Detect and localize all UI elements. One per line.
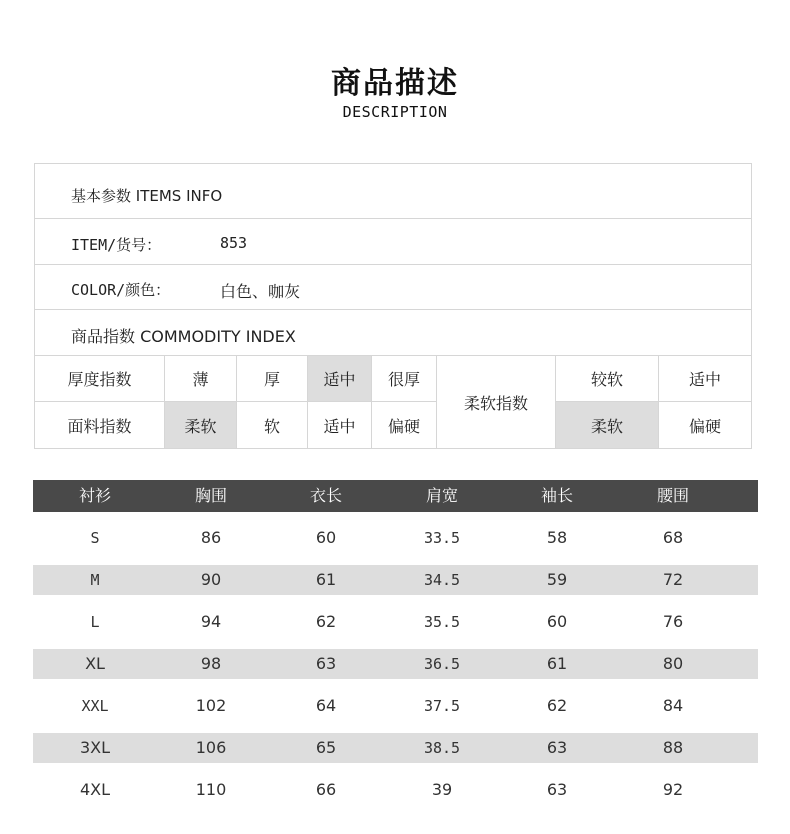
waist-cell: 84 xyxy=(662,696,684,715)
waist-cell: 92 xyxy=(662,780,684,799)
length-cell: 60 xyxy=(315,528,337,547)
header-sleeve: 袖长 xyxy=(540,486,574,505)
size-cell: M xyxy=(90,571,100,589)
header-length: 衣长 xyxy=(309,486,343,505)
sleeve-cell: 62 xyxy=(546,696,568,715)
thickness-option-very-thick: 很厚 xyxy=(372,356,437,402)
page-subtitle: DESCRIPTION xyxy=(342,103,448,121)
length-cell: 61 xyxy=(315,570,337,589)
size-cell: S xyxy=(90,529,100,547)
softness-label: 柔软指数 xyxy=(437,356,556,448)
thickness-option-medium: 适中 xyxy=(308,356,372,402)
shoulder-cell: 33.5 xyxy=(423,529,461,547)
chest-cell: 102 xyxy=(195,696,227,715)
shoulder-cell: 35.5 xyxy=(423,613,461,631)
sleeve-cell: 63 xyxy=(546,780,568,799)
size-cell: XXL xyxy=(81,697,109,715)
fabric-option-stiff: 偏硬 xyxy=(372,402,437,448)
header-shirt: 衬衫 xyxy=(78,486,112,505)
table-row xyxy=(33,775,758,805)
length-cell: 64 xyxy=(315,696,337,715)
sleeve-cell: 59 xyxy=(546,570,568,589)
fabric-label: 面料指数 xyxy=(35,402,165,448)
info-table xyxy=(34,163,752,449)
color-row xyxy=(35,265,751,310)
waist-cell: 68 xyxy=(662,528,684,547)
softness-option-soft: 柔软 xyxy=(556,402,659,448)
info-section-row xyxy=(35,164,751,219)
softness-option-medium: 适中 xyxy=(659,356,751,402)
table-row xyxy=(33,565,758,595)
sleeve-cell: 63 xyxy=(546,738,568,757)
chest-cell: 106 xyxy=(195,738,227,757)
size-cell: 3XL xyxy=(79,738,111,757)
chest-cell: 86 xyxy=(200,528,222,547)
chest-cell: 90 xyxy=(200,570,222,589)
info-section-title: 基本参数 ITEMS INFO xyxy=(71,187,223,205)
thickness-label: 厚度指数 xyxy=(35,356,165,402)
length-cell: 66 xyxy=(315,780,337,799)
thickness-option-thick: 厚 xyxy=(237,356,308,402)
color-label: COLOR/颜色： xyxy=(71,281,171,299)
table-row xyxy=(33,733,758,763)
shoulder-cell: 39 xyxy=(431,780,453,799)
header-chest: 胸围 xyxy=(194,486,228,505)
waist-cell: 72 xyxy=(662,570,684,589)
header-shoulder: 肩宽 xyxy=(425,486,459,505)
sleeve-cell: 60 xyxy=(546,612,568,631)
waist-cell: 88 xyxy=(662,738,684,757)
shoulder-cell: 38.5 xyxy=(423,739,461,757)
thickness-option-thin: 薄 xyxy=(165,356,237,402)
size-cell: XL xyxy=(85,654,105,673)
item-value: 853 xyxy=(220,234,248,252)
sleeve-cell: 61 xyxy=(546,654,568,673)
fabric-option-soft: 柔软 xyxy=(165,402,237,448)
table-row xyxy=(33,691,758,721)
waist-cell: 76 xyxy=(662,612,684,631)
header-waist: 腰围 xyxy=(656,486,690,505)
shoulder-cell: 34.5 xyxy=(423,571,461,589)
index-title: 商品指数 COMMODITY INDEX xyxy=(71,327,296,346)
fabric-option-medium: 适中 xyxy=(308,402,372,448)
table-row xyxy=(33,649,758,679)
color-value: 白色、咖灰 xyxy=(220,282,301,301)
length-cell: 65 xyxy=(315,738,337,757)
item-row xyxy=(35,219,751,265)
page-title: 商品描述 xyxy=(331,66,459,101)
fabric-option-mild: 软 xyxy=(237,402,308,448)
softness-option-softer: 较软 xyxy=(556,356,659,402)
size-table-header xyxy=(33,480,758,512)
shoulder-cell: 36.5 xyxy=(423,655,461,673)
index-title-row xyxy=(35,310,751,356)
softness-option-stiff: 偏硬 xyxy=(688,416,721,436)
size-cell: 4XL xyxy=(79,780,111,799)
chest-cell: 98 xyxy=(200,654,222,673)
table-row xyxy=(33,607,758,637)
length-cell: 62 xyxy=(315,612,337,631)
length-cell: 63 xyxy=(315,654,337,673)
chest-cell: 110 xyxy=(195,780,227,799)
shoulder-cell: 37.5 xyxy=(423,697,461,715)
waist-cell: 80 xyxy=(662,654,684,673)
table-row xyxy=(33,523,758,553)
item-label: ITEM/货号： xyxy=(71,236,162,254)
chest-cell: 94 xyxy=(200,612,222,631)
sleeve-cell: 58 xyxy=(546,528,568,547)
size-cell: L xyxy=(90,613,100,631)
